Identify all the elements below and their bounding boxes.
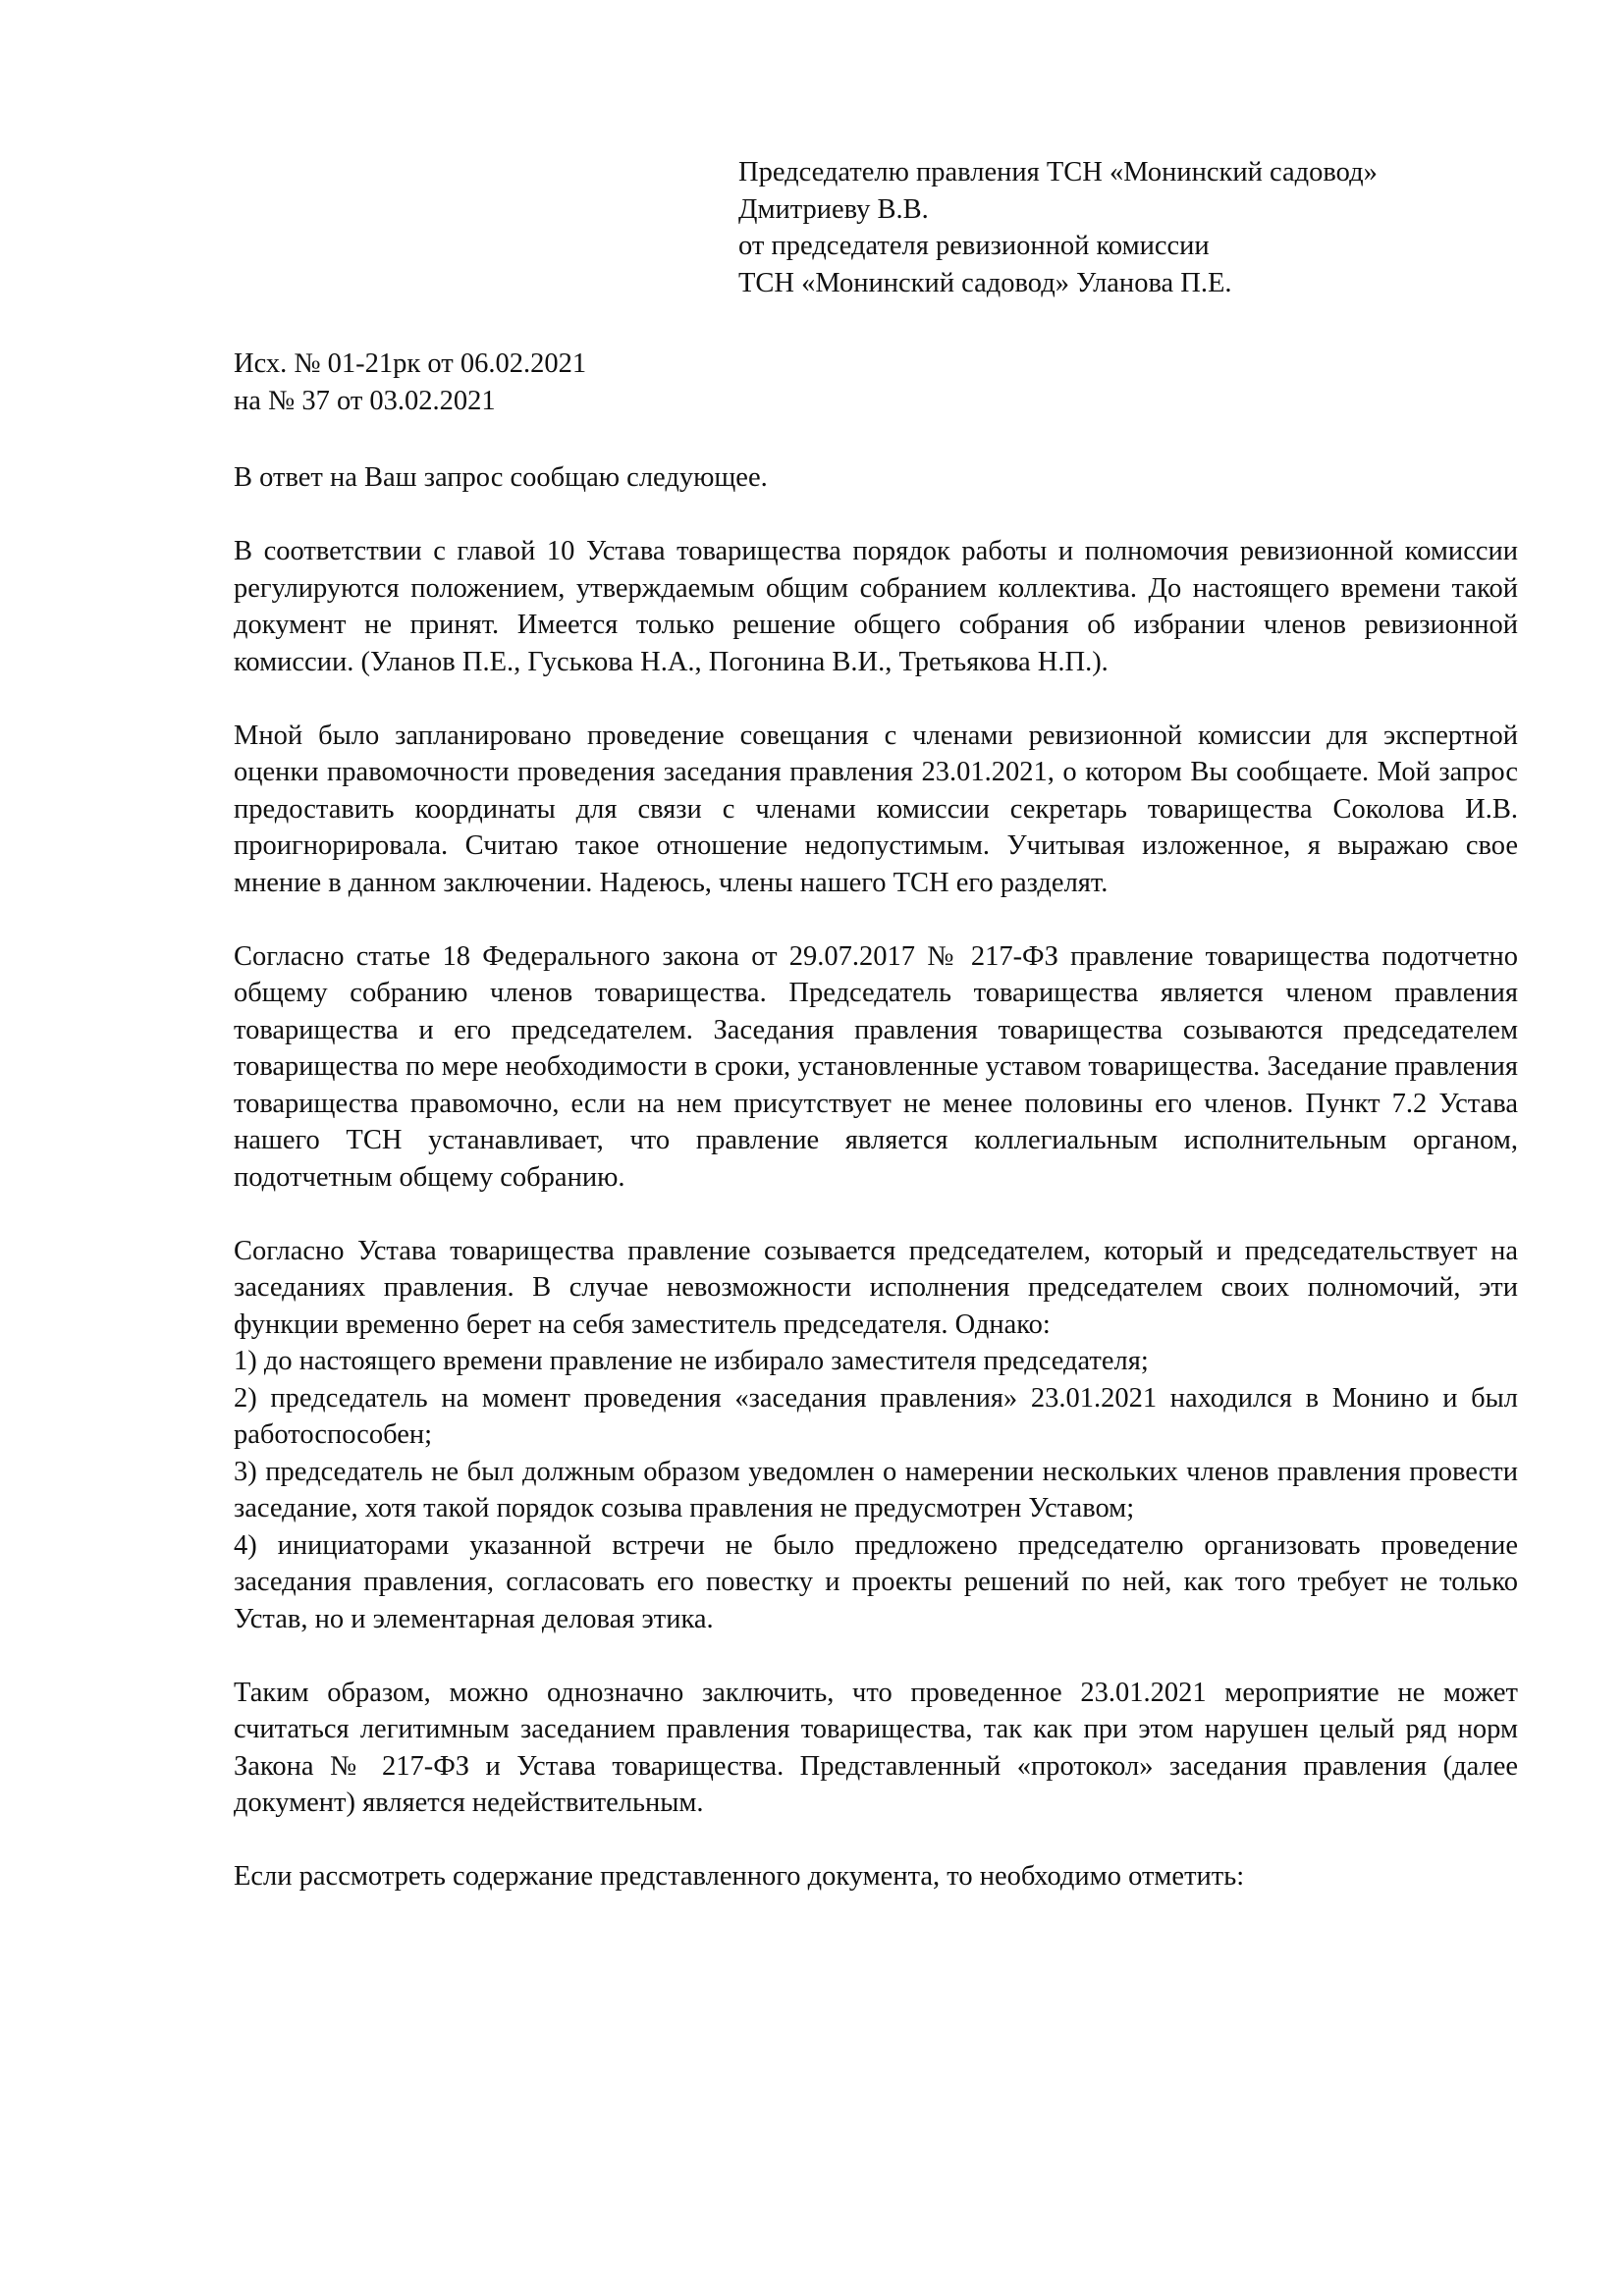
incoming-number: на № 37 от 03.02.2021 — [234, 385, 496, 416]
addressee-line: Председателю правления ТСН «Монинский садовод» — [738, 157, 1378, 187]
letter-body — [234, 459, 1518, 1932]
paragraph-conclusion: Таким образом, можно однозначно заключить, что проведенное 23.01.2021 мероприятие не может считаться легитимным заседанием правления товарищества, так как при этом нарушен целый ряд норм Закона № 217-ФЗ и Устава товарищества. Представленный «протокол» заседания правления (далее документ) является недействительным. — [234, 1677, 1518, 1818]
addressee-line: Дмитриеву В.В. — [738, 193, 929, 225]
paragraph-law: Согласно статье 18 Федерального закона от 29.07.2017 № 217-ФЗ правление товарищества подотчетно общему собранию членов товарищества. Председатель товарищества является членом правления товарищества и его председателем. Заседания правления товарищества созываются председателем товарищества по мере необходимости в сроки, установленные уставом товарищества. Заседание правления товарищества правомочно, если на нем присутствует не менее половины его членов. Пункт 7.2 Устава нашего ТСН устанавливает, что правление является коллегиальным исполнительным органом, подотчетным общему собранию. — [234, 940, 1518, 1193]
list-item: 2) председатель на момент проведения «заседания правления» 23.01.2021 находился в Монино и был работоспособен; — [234, 1382, 1518, 1450]
list-item: 3) председатель не был должным образом уведомлен о намерении нескольких членов правления провести заседание, хотя такой порядок созыва правления не предусмотрен Уставом; — [234, 1456, 1518, 1523]
paragraph-closing: Если рассмотреть содержание представленного документа, то необходимо отметить: — [234, 1861, 1245, 1892]
list-item: 1) до настоящего времени правление не избирало заместителя председателя; — [234, 1346, 1149, 1376]
addressee-block — [738, 154, 1543, 301]
sender-line: от председателя ревизионной комиссии — [738, 231, 1210, 261]
sender-line: ТСН «Монинский садовод» Уланова П.Е. — [738, 267, 1232, 298]
list-item: 4) инициаторами указанной встречи не было предложено председателю организовать проведение заседания правления, согласовать его повестку и проекты решений по ней, как того требует не только Устав, но и элементарная деловая этика. — [234, 1529, 1518, 1634]
paragraph-convening: Согласно Устава товарищества правление созывается председателем, который и председательствует на заседаниях правления. В случае невозможности исполнения председателем своих полномочий, эти функции временно берет на себя заместитель председателя. Однако: — [234, 1235, 1518, 1340]
paragraph-intro: В ответ на Ваш запрос сообщаю следующее. — [234, 462, 768, 493]
paragraph-meeting: Мной было запланировано проведение совещания с членами ревизионной комиссии для экспертной оценки правомочности проведения заседания правления 23.01.2021, о котором Вы сообщаете. Мой запрос предоставить координаты для связи с членами комиссии секретарь товарищества Соколова И.В. проигнорировала. Считаю такое отношение недопустимым. Учитывая изложенное, я выражаю свое мнение в данном заключении. Надеюсь, члены нашего ТСН его разделят. — [234, 720, 1518, 898]
outgoing-number: Исх. № 01-21рк от 06.02.2021 — [234, 348, 587, 379]
paragraph-charter: В соответствии с главой 10 Устава товарищества порядок работы и полномочия ревизионной комиссии регулируются положением, утверждаемым общим собранием коллектива. До настоящего времени такой документ не принят. Имеется только решение общего собрания об избрании членов ревизионной комиссии. (Уланов П.Е., Гуськова Н.А., Погонина В.И., Третьякова Н.П.). — [234, 536, 1518, 677]
reference-block — [234, 346, 921, 419]
